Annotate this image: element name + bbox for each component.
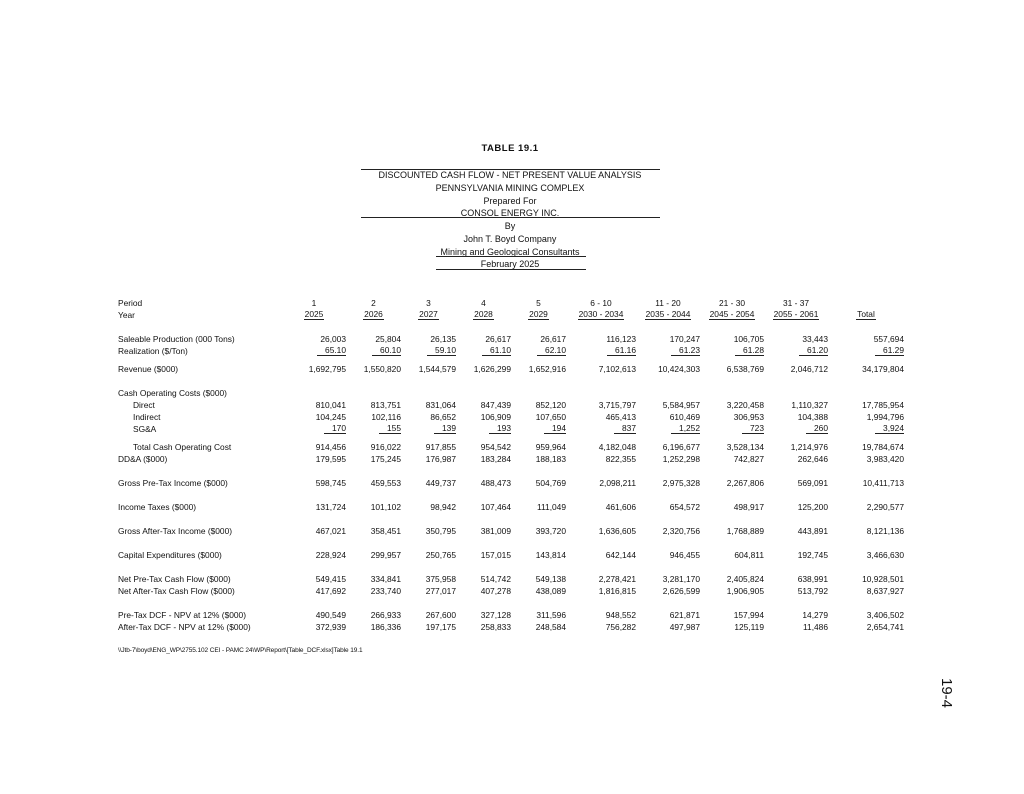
- value-cell: 654,572: [669, 502, 700, 512]
- value-cell: 102,116: [371, 412, 401, 422]
- value-cell: 8,121,136: [866, 526, 904, 536]
- value-cell: 3,220,458: [726, 400, 764, 410]
- spacer-row: [118, 560, 904, 572]
- value-cell: [401, 344, 456, 356]
- value-cell: 106,705: [733, 334, 764, 344]
- value-cell: [511, 344, 566, 356]
- cell-value: 2027: [419, 309, 438, 319]
- value-cell: 3,406,502: [866, 610, 904, 620]
- value-cell: 125,200: [797, 502, 828, 512]
- value-cell: 277,017: [425, 586, 456, 596]
- value-cell: [401, 422, 456, 434]
- row-net-pretax-cf: [118, 572, 904, 584]
- spacer-cell: [118, 374, 904, 386]
- value-cell: 2,975,328: [662, 478, 700, 488]
- row-label: Capital Expenditures ($000): [118, 550, 222, 560]
- value-cell: [764, 344, 828, 356]
- row-label: After-Tax DCF - NPV at 12% ($000): [118, 622, 251, 632]
- value-cell: 954,542: [480, 442, 511, 452]
- row-label: Income Taxes ($000): [118, 502, 197, 512]
- value-cell: 186,336: [370, 622, 401, 632]
- value-cell: 188,183: [535, 454, 566, 464]
- year-header: [346, 308, 401, 320]
- value-cell: 917,855: [425, 442, 456, 452]
- cell-value: 723: [742, 423, 764, 434]
- complex-name: PENNSYLVANIA MINING COMPLEX: [435, 183, 585, 193]
- period-header: 1: [311, 298, 317, 308]
- value-cell: 101,102: [370, 502, 401, 512]
- year-header: [566, 308, 636, 320]
- value-cell: 26,617: [540, 334, 566, 344]
- value-cell: 157,015: [480, 550, 511, 560]
- spacer-cell: [118, 596, 904, 608]
- value-cell: 327,128: [480, 610, 511, 620]
- value-cell: 549,415: [315, 574, 346, 584]
- value-cell: [456, 344, 511, 356]
- value-cell: 3,715,797: [598, 400, 636, 410]
- value-cell: 1,816,815: [598, 586, 636, 596]
- value-cell: 810,041: [315, 400, 346, 410]
- spacer-row: [118, 374, 904, 386]
- row-revenue: [118, 362, 904, 374]
- value-cell: 610,469: [669, 412, 700, 422]
- spacer-cell: [118, 560, 904, 572]
- value-cell: 143,814: [535, 550, 566, 560]
- spacer-row: [118, 536, 904, 548]
- value-cell: 2,267,806: [726, 478, 764, 488]
- value-cell: 916,022: [370, 442, 401, 452]
- value-cell: 1,550,820: [363, 364, 401, 374]
- value-cell: 10,928,501: [862, 574, 904, 584]
- value-cell: 25,804: [375, 334, 401, 344]
- value-cell: 98,942: [430, 502, 456, 512]
- value-cell: 299,957: [370, 550, 401, 560]
- value-cell: 1,994,796: [866, 412, 904, 422]
- prepared-for-label: Prepared For: [483, 196, 537, 206]
- title-top-rule: [361, 169, 660, 170]
- cell-value: 193: [489, 423, 511, 434]
- value-cell: 417,692: [315, 586, 346, 596]
- company-name: John T. Boyd Company: [463, 234, 557, 244]
- value-cell: 549,138: [535, 574, 566, 584]
- cell-value: 2025: [304, 309, 324, 319]
- year-header: [764, 308, 828, 320]
- cell-value: 61.29: [875, 345, 904, 356]
- row-label: Gross After-Tax Income ($000): [118, 526, 233, 536]
- period-header: 3: [426, 298, 431, 308]
- value-cell: 822,355: [605, 454, 636, 464]
- row-indirect: [118, 410, 904, 422]
- value-cell: 407,278: [480, 586, 511, 596]
- cell-value: 61.28: [735, 345, 764, 356]
- period-row: [118, 296, 904, 308]
- value-cell: 14,279: [802, 610, 828, 620]
- value-cell: [566, 344, 636, 356]
- value-cell: 2,290,577: [866, 502, 904, 512]
- value-cell: 175,245: [370, 454, 401, 464]
- value-cell: 756,282: [605, 622, 636, 632]
- value-cell: 197,175: [425, 622, 456, 632]
- year-header: [401, 308, 456, 320]
- row-pretax-dcf: [118, 608, 904, 620]
- table-label: TABLE 19.1: [481, 143, 539, 154]
- value-cell: 1,636,605: [598, 526, 636, 536]
- date-top-rule: [436, 256, 586, 257]
- value-cell: 1,906,905: [726, 586, 764, 596]
- year-header: [456, 308, 511, 320]
- row-gross-pretax: [118, 476, 904, 488]
- cell-value: 61.20: [799, 345, 828, 356]
- year-header: [828, 308, 904, 320]
- value-cell: 1,544,579: [418, 364, 456, 374]
- row-label: Revenue ($000): [118, 364, 179, 374]
- row-label: Gross Pre-Tax Income ($000): [118, 478, 228, 488]
- value-cell: 2,320,756: [662, 526, 700, 536]
- cell-value: 2045 - 2054: [709, 309, 755, 319]
- value-cell: 948,552: [605, 610, 636, 620]
- value-cell: 831,064: [425, 400, 456, 410]
- cell-value: 61.23: [671, 345, 700, 356]
- cell-value: 2028: [474, 309, 493, 319]
- value-cell: 358,451: [370, 526, 401, 536]
- row-realization: [118, 344, 904, 356]
- cell-value: 2035 - 2044: [645, 309, 691, 319]
- row-label: Indirect: [133, 412, 161, 422]
- value-cell: 1,252,298: [662, 454, 700, 464]
- cell-value: 170: [324, 423, 346, 434]
- value-cell: 170,247: [669, 334, 700, 344]
- file-path: \\Jtb-7\boyd\ENG_WP\2755.102 CEI - PAMC 24\WP\Report\[Table_DCF.xlsx]Table 19.1: [118, 647, 363, 654]
- cell-value: 2055 - 2061: [773, 309, 819, 319]
- value-cell: 6,538,769: [726, 364, 764, 374]
- period-header: 5: [536, 298, 541, 308]
- value-cell: 8,637,927: [866, 586, 904, 596]
- cell-value: 837: [614, 423, 636, 434]
- value-cell: 176,987: [425, 454, 456, 464]
- spacer-cell: [118, 488, 904, 500]
- cell-value: 1,252: [671, 423, 700, 434]
- company-description: Mining and Geological Consultants: [440, 247, 580, 257]
- row-label: Realization ($/Ton): [118, 346, 188, 356]
- cell-value: 61.10: [482, 345, 511, 356]
- cell-value: 65.10: [317, 345, 346, 356]
- value-cell: 6,196,677: [662, 442, 700, 452]
- cell-value: 155: [379, 423, 401, 434]
- year-row: [118, 308, 904, 320]
- row-label: SG&A: [133, 424, 157, 434]
- row-label: Net Pre-Tax Cash Flow ($000): [118, 574, 231, 584]
- spacer-cell: [118, 512, 904, 524]
- value-cell: 266,933: [370, 610, 401, 620]
- value-cell: 311,596: [536, 610, 566, 620]
- spacer-row: [118, 320, 904, 332]
- value-cell: 449,737: [425, 478, 456, 488]
- spacer-cell: [118, 320, 904, 332]
- spacer-cell: [118, 536, 904, 548]
- row-label: Pre-Tax DCF - NPV at 12% ($000): [118, 610, 246, 620]
- value-cell: 946,455: [669, 550, 700, 560]
- cell-value: 59.10: [427, 345, 456, 356]
- year-header: [636, 308, 700, 320]
- value-cell: 443,891: [797, 526, 828, 536]
- period-header: 31 - 37: [782, 298, 810, 308]
- date-bottom-rule: [436, 269, 586, 270]
- value-cell: 569,091: [797, 478, 828, 488]
- value-cell: 26,135: [430, 334, 456, 344]
- cell-value: 260: [806, 423, 828, 434]
- cell-value: 139: [434, 423, 456, 434]
- spacer-row: [118, 488, 904, 500]
- value-cell: 2,405,824: [726, 574, 764, 584]
- value-cell: [764, 422, 828, 434]
- period-label: Period: [118, 298, 143, 308]
- value-cell: 233,740: [370, 586, 401, 596]
- row-label: Direct: [133, 400, 155, 410]
- value-cell: 183,284: [480, 454, 511, 464]
- value-cell: 157,994: [733, 610, 764, 620]
- value-cell: 465,413: [605, 412, 636, 422]
- period-header: 11 - 20: [655, 298, 681, 308]
- value-cell: 488,473: [480, 478, 511, 488]
- value-cell: [282, 344, 346, 356]
- value-cell: 813,751: [370, 400, 401, 410]
- value-cell: 914,456: [315, 442, 346, 452]
- value-cell: 461,606: [605, 502, 636, 512]
- value-cell: 267,600: [425, 610, 456, 620]
- cell-value: 2026: [364, 309, 383, 319]
- value-cell: 847,439: [480, 400, 511, 410]
- value-cell: 228,924: [315, 550, 346, 560]
- cell-value: 60.10: [372, 345, 401, 356]
- year-header: [700, 308, 764, 320]
- value-cell: 2,278,421: [598, 574, 636, 584]
- value-cell: 33,443: [802, 334, 828, 344]
- period-header: 2: [371, 298, 376, 308]
- value-cell: 116,123: [606, 334, 636, 344]
- year-header: [282, 308, 346, 320]
- value-cell: 1,214,976: [790, 442, 828, 452]
- value-cell: 7,102,613: [598, 364, 636, 374]
- cell-value: 2029: [529, 309, 548, 319]
- value-cell: 250,765: [425, 550, 456, 560]
- by-label: By: [504, 221, 516, 231]
- value-cell: 852,120: [535, 400, 566, 410]
- spacer-row: [118, 512, 904, 524]
- value-cell: 3,983,420: [866, 454, 904, 464]
- value-cell: 248,584: [535, 622, 566, 632]
- row-label: Net After-Tax Cash Flow ($000): [118, 586, 235, 596]
- period-header: 21 - 30: [718, 298, 746, 308]
- value-cell: 2,654,741: [866, 622, 904, 632]
- period-header: 4: [481, 298, 486, 308]
- value-cell: 34,179,804: [862, 364, 904, 374]
- value-cell: 5,584,957: [662, 400, 700, 410]
- value-cell: 381,009: [480, 526, 511, 536]
- period-header: 6 - 10: [590, 298, 612, 308]
- period-header: [828, 296, 904, 308]
- client-name: CONSOL ENERGY INC.: [460, 208, 560, 218]
- cell-value: 62.10: [537, 345, 566, 356]
- row-label: Saleable Production (000 Tons): [118, 334, 235, 344]
- value-cell: 459,553: [370, 478, 401, 488]
- value-cell: 11,486: [803, 622, 828, 632]
- value-cell: 26,003: [320, 334, 346, 344]
- value-cell: [346, 344, 401, 356]
- row-total-cash-cost: [118, 440, 904, 452]
- year-label: Year: [118, 310, 135, 320]
- value-cell: 514,742: [480, 574, 511, 584]
- value-cell: 131,724: [315, 502, 346, 512]
- report-date: February 2025: [480, 259, 540, 269]
- value-cell: 10,411,713: [862, 478, 904, 488]
- value-cell: 107,650: [535, 412, 566, 422]
- value-cell: [828, 422, 904, 434]
- row-aftertax-dcf: [118, 620, 904, 632]
- year-header: [511, 308, 566, 320]
- value-cell: 1,626,299: [473, 364, 511, 374]
- cell-value: 2030 - 2034: [578, 309, 624, 319]
- value-cell: 192,745: [797, 550, 828, 560]
- value-cell: [636, 344, 700, 356]
- cell-value: 194: [544, 423, 566, 434]
- value-cell: [566, 422, 636, 434]
- row-label: DD&A ($000): [118, 454, 168, 464]
- row-direct: [118, 398, 904, 410]
- value-cell: 106,909: [480, 412, 511, 422]
- value-cell: 262,646: [797, 454, 828, 464]
- row-dda: [118, 452, 904, 464]
- row-sga: [118, 422, 904, 434]
- value-cell: 86,652: [430, 412, 456, 422]
- value-cell: 642,144: [605, 550, 636, 560]
- value-cell: 372,939: [315, 622, 346, 632]
- row-income-taxes: [118, 500, 904, 512]
- row-gross-aftertax: [118, 524, 904, 536]
- value-cell: 621,871: [669, 610, 700, 620]
- value-cell: 604,811: [734, 550, 764, 560]
- value-cell: 104,388: [797, 412, 828, 422]
- value-cell: [828, 344, 904, 356]
- value-cell: 1,768,889: [726, 526, 764, 536]
- value-cell: 2,098,211: [599, 478, 636, 488]
- row-label: Cash Operating Costs ($000): [118, 388, 227, 398]
- value-cell: 3,466,630: [866, 550, 904, 560]
- value-cell: [346, 422, 401, 434]
- cell-value: 61.16: [607, 345, 636, 356]
- spacer-cell: [118, 464, 904, 476]
- row-capex: [118, 548, 904, 560]
- value-cell: 498,917: [733, 502, 764, 512]
- value-cell: 393,720: [535, 526, 566, 536]
- cell-value: Total: [857, 309, 875, 319]
- value-cell: [636, 422, 700, 434]
- spacer-row: [118, 464, 904, 476]
- value-cell: 19,784,674: [862, 442, 904, 452]
- row-saleable: [118, 332, 904, 344]
- value-cell: 4,182,048: [598, 442, 636, 452]
- value-cell: 26,617: [485, 334, 511, 344]
- value-cell: 3,281,170: [662, 574, 700, 584]
- value-cell: 17,785,954: [862, 400, 904, 410]
- value-cell: 490,549: [315, 610, 346, 620]
- value-cell: 2,626,599: [662, 586, 700, 596]
- value-cell: [511, 422, 566, 434]
- row-cash-costs-heading: [118, 386, 904, 398]
- row-net-aftertax-cf: [118, 584, 904, 596]
- value-cell: 111,049: [536, 502, 566, 512]
- value-cell: 2,046,712: [790, 364, 828, 374]
- spacer-row: [118, 596, 904, 608]
- value-cell: 638,991: [797, 574, 828, 584]
- value-cell: [456, 422, 511, 434]
- value-cell: 497,987: [669, 622, 700, 632]
- value-cell: 959,964: [535, 442, 566, 452]
- dcf-table: [118, 296, 904, 632]
- value-cell: 10,424,303: [658, 364, 700, 374]
- value-cell: 104,245: [315, 412, 346, 422]
- value-cell: 598,745: [315, 478, 346, 488]
- value-cell: [700, 422, 764, 434]
- value-cell: 334,841: [370, 574, 401, 584]
- value-cell: 375,958: [425, 574, 456, 584]
- value-cell: [700, 344, 764, 356]
- value-cell: 125,119: [734, 622, 764, 632]
- value-cell: 1,652,916: [528, 364, 566, 374]
- value-cell: [282, 422, 346, 434]
- value-cell: 306,953: [733, 412, 764, 422]
- value-cell: 1,110,327: [791, 400, 828, 410]
- value-cell: 350,795: [425, 526, 456, 536]
- value-cell: 513,792: [797, 586, 828, 596]
- value-cell: 504,769: [535, 478, 566, 488]
- row-label: Total Cash Operating Cost: [133, 442, 232, 452]
- value-cell: 557,694: [873, 334, 904, 344]
- value-cell: 467,021: [315, 526, 346, 536]
- value-cell: 438,089: [535, 586, 566, 596]
- value-cell: 742,827: [733, 454, 764, 464]
- report-title: DISCOUNTED CASH FLOW - NET PRESENT VALUE ANALYSIS: [378, 170, 642, 180]
- value-cell: 179,595: [315, 454, 346, 464]
- value-cell: 3,528,134: [726, 442, 764, 452]
- cell-value: 3,924: [875, 423, 904, 434]
- value-cell: 258,833: [480, 622, 511, 632]
- empty-cell: [282, 386, 904, 398]
- value-cell: 1,692,795: [308, 364, 346, 374]
- page-number: 19-4: [938, 678, 955, 709]
- value-cell: 107,464: [480, 502, 511, 512]
